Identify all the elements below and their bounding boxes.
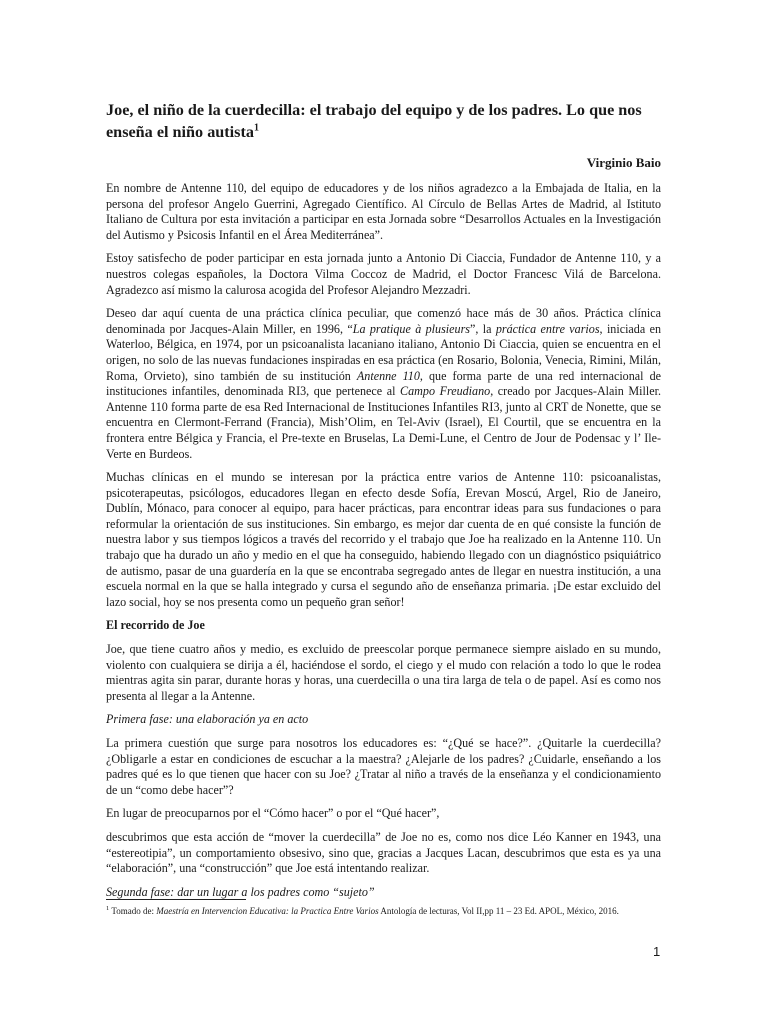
subheading-phase-1: Primera fase: una elaboración ya en acto bbox=[106, 712, 309, 727]
author-name: Virginio Baio bbox=[586, 155, 661, 170]
title-text: Joe, el niño de la cuerdecilla: el trabajo del equipo y de los padres. Lo que nos enseña el niño autista bbox=[106, 101, 642, 141]
document-title bbox=[106, 99, 661, 143]
paragraph-8: descubrimos que esta acción de “mover la cuerdecilla” de Joe no es, como nos dice Léo Kanner en 1943, una “estereotipia”, un comportamiento obsesivo, sino que, gracias a Jacques Lacan, descubrimos que esta es ya una “elaboración”, una “construcción” que Joe está intentando realizar. bbox=[106, 829, 661, 876]
footnote bbox=[106, 904, 661, 919]
p3-italic-c: Antenne 110 bbox=[356, 368, 420, 383]
p3-text-a: Deseo dar aquí cuenta de una práctica clínica peculiar, que comenzó hace más de 30 años. Práctica clínica denominada por Jacques-Alain Miller, en 1996, “ bbox=[106, 306, 661, 336]
paragraph-3 bbox=[106, 306, 661, 462]
paragraph-1: En nombre de Antenne 110, del equipo de educadores y de los niños agradezco a la Embajada de Italia, en la persona del profesor Angelo Guerrini, Agregado Científico. Al Círculo de Bellas Artes de Madrid, al Istituto Italiano de Cultura por esta invitación a participar en esta Jornada sobre “Desarrollos Actuales en la Investigación del Autismo y Psicosis Infantil en el Área Mediterránea”. bbox=[106, 181, 661, 242]
p3-italic-a: La pratique à plusieurs bbox=[352, 321, 470, 336]
p3-italic-b: práctica entre varios bbox=[495, 321, 600, 336]
paragraph-7: En lugar de preocuparnos por el “Cómo hacer” o por el “Qué hacer”, bbox=[106, 806, 440, 821]
subheading-phase-2: Segunda fase: dar un lugar a los padres como “sujeto” bbox=[106, 884, 375, 899]
p3-italic-d: Campo Freudiano bbox=[400, 384, 491, 399]
footnote-prefix: Tomado de: bbox=[109, 906, 157, 916]
footnote-suffix: Antología de lecturas, Vol II,pp 11 – 23 Ed. APOL, México, 2016. bbox=[378, 906, 619, 916]
paragraph-2: Estoy satisfecho de poder participar en esta jornada junto a Antonio Di Ciaccia, Fundador de Antenne 110, y a nuestros colegas españoles, la Doctora Vilma Coccoz de Madrid, el Doctor Francesc Vilá de Barcelona. Agradezco así mismo la calurosa acogida del Profesor Alejandro Mezzadri. bbox=[106, 251, 661, 297]
footnote-marker: 1 bbox=[106, 905, 110, 912]
p3-text-c: , iniciada en Waterloo, Bélgica, en 1974, por un psicoanalista lacaniano italiano, Antonio Di Ciaccia, quien se encuentra en el origen, no solo de las nuevas fundaciones inspiradas en esa práctica (en Rosario, Bolonia, Venecia, Rimini, Milán, Roma, Orvieto), sino también de su institución bbox=[106, 321, 662, 383]
p3-text-e: , creado por Jacques-Alain Miller. Antenne 110 forma parte de esa Red Internacional de Instituciones Infantiles RI3, junto al CRT de Nonette, que se encuentra en Clermont-Ferrand (Francia), Mish’Olim, en Tel-Aviv (Israel), El Courtil, que se encuentra en la frontera entre Bélgica y Francia, el Pre-texte en Bruselas, La Demi-Lune, el Centro de Jour de Podensac y l’ Ile-Verte en Burdeos. bbox=[106, 384, 661, 461]
document-body bbox=[106, 99, 661, 908]
paragraph-6: La primera cuestión que surge para nosotros los educadores es: “¿Qué se hace?”. ¿Quitarle la cuerdecilla? ¿Obligarle a estar en condiciones de escuchar a la maestra? ¿Alejarle de los padres? ¿Cuidarle, enseñando a los padres qué es lo que tienen que hacer con su Joe? ¿Tratar al niño a través de la enseñanza y el condicionamiento de un “como debe hacer”? bbox=[106, 736, 661, 797]
title-footnote-ref[interactable]: 1 bbox=[253, 122, 259, 134]
p3-text-d: , que forma parte de una red internacional de instituciones infantiles, denominada RI3, que pertenece al bbox=[106, 368, 662, 399]
footnote-source: Maestría en Intervencion Educativa: la Practica Entre Varios bbox=[156, 906, 379, 916]
p3-text-b: ”, la bbox=[469, 321, 496, 336]
page-number: 1 bbox=[653, 944, 661, 959]
footnote-separator bbox=[106, 899, 246, 900]
section-heading: El recorrido de Joe bbox=[106, 618, 205, 633]
paragraph-4: Muchas clínicas en el mundo se interesan por la práctica entre varios de Antenne 110: psicoanalistas, psicoterapeutas, psicólogos, educadores llegan en efecto desde Sofía, Erevan Moscú, Argel, Rio de Janeiro, Dublín, Mónaco, para conocer al equipo, para hacer prácticas, para encontrar ideas para sus fundaciones o para reformular la orientación de sus instituciones. Sin embargo, es mejor dar cuenta de en qué consiste la función de nuestra labor y sus tiempos lógicos a través del recorrido y el trabajo que Joe ha realizado en la Antenne 110. Un trabajo que ha durado un año y medio en el que ha conseguido, habiendo llegado con un diagnóstico psiquiátrico de autismo, pasar de una guardería en la que se encontraba segregado antes de llegar en nuestra institución, a una escuela normal en la que se halla integrado y cursa el segundo año de enseñanza primaria. ¡De estar excluido del lazo social, hoy se nos presenta como un pequeño gran señor! bbox=[106, 470, 661, 609]
paragraph-5: Joe, que tiene cuatro años y medio, es excluido de preescolar porque permanece siempre aislado en su mundo, violento con cualquiera se dirija a él, haciéndose el sordo, el ciego y el mudo con relación a todo lo que le rodea mientras agita sin parar, durante horas y horas, una cuerdecilla o una tira larga de tela o de papel. Así es como nos presenta al llegar a la Antenne. bbox=[106, 642, 661, 703]
